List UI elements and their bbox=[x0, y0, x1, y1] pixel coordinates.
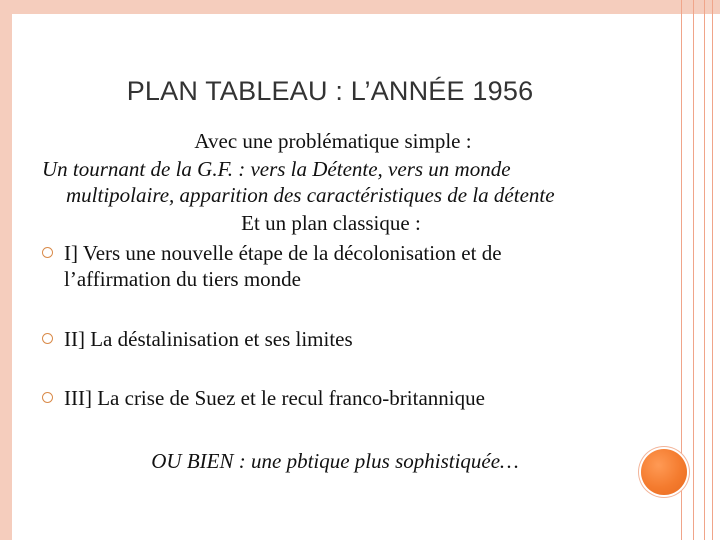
list-item-line-1: III] La crise de Suez et le recul franco-britannique bbox=[64, 386, 485, 410]
frame-top-band bbox=[0, 0, 720, 14]
list-item bbox=[42, 240, 612, 292]
thesis-line-1: Un tournant de la G.F. : vers la Détente, vers un monde bbox=[42, 157, 511, 181]
bullet-ring-icon bbox=[42, 392, 53, 403]
list-item-line-2: l’affirmation du tiers monde bbox=[64, 267, 301, 291]
alternative-text: OU BIEN : une pbtique plus sophistiquée… bbox=[151, 449, 519, 473]
list-item bbox=[42, 385, 612, 411]
plan-intro: Et un plan classique : bbox=[241, 211, 421, 235]
frame-line-4 bbox=[712, 0, 713, 540]
slide-title: PLAN TABLEAU : L’ANNÉE 1956 bbox=[126, 76, 534, 106]
accent-circle bbox=[641, 449, 687, 495]
frame-line-3 bbox=[704, 0, 705, 540]
list-item-line-1: I] Vers une nouvelle étape de la décolonisation et de bbox=[64, 241, 502, 265]
thesis bbox=[42, 156, 612, 208]
bullet-ring-icon bbox=[42, 333, 53, 344]
list-item bbox=[42, 326, 612, 352]
bullet-ring-icon bbox=[42, 247, 53, 258]
intro-text: Avec une problématique simple : bbox=[194, 129, 472, 153]
list-item-line-1: II] La déstalinisation et ses limites bbox=[64, 327, 353, 351]
thesis-line-2: multipolaire, apparition des caractéristiques de la détente bbox=[66, 183, 555, 207]
frame-line-2 bbox=[693, 0, 694, 540]
